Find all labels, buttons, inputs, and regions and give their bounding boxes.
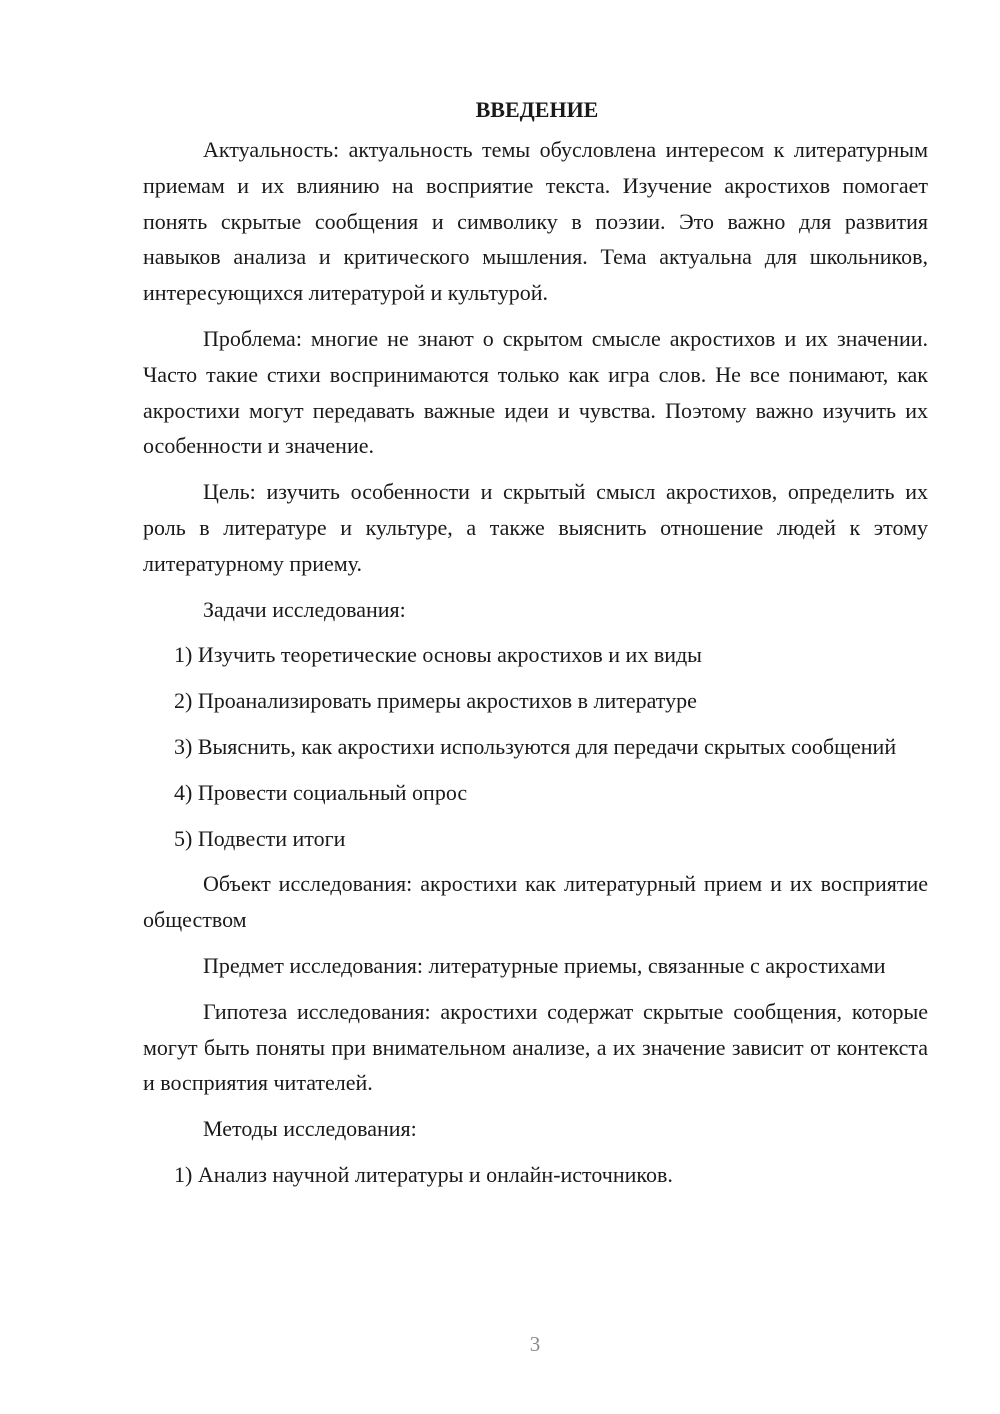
tasks-title: Задачи исследования:: [203, 596, 406, 622]
task-item-4: 4) Провести социальный опрос: [174, 779, 468, 805]
goal-paragraph: Цель: изучить особенности и скрытый смысл акростихов, определить их роль в литературе и культуре, а также выяснить отношение людей к этому литературному приему.: [143, 479, 928, 576]
page-number: 3: [529, 1332, 541, 1356]
task-item-5: 5) Подвести итоги: [174, 825, 346, 851]
method-item-1: 1) Анализ научной литературы и онлайн-источников.: [174, 1161, 673, 1187]
document-page: [143, 92, 928, 1203]
section-heading: ВВЕДЕНИЕ: [475, 97, 599, 122]
task-item-1: 1) Изучить теоретические основы акростихов и их виды: [174, 642, 702, 668]
methods-title: Методы исследования:: [203, 1116, 417, 1142]
object-paragraph: Объект исследования: акростихи как литературный прием и их восприятие обществом: [143, 871, 928, 933]
subject-paragraph: Предмет исследования: литературные приемы, связанные с акростихами: [203, 952, 886, 978]
relevance-paragraph: Актуальность: актуальность темы обусловлена интересом к литературным приемам и их влиянию на восприятие текста. Изучение акростихов помогает понять скрытые сообщения и символику в поэзии. Это важно для развития навыков анализа и критического мышления. Тема актуальна для школьников, интересующихся литературой и культурой.: [143, 137, 928, 306]
task-item-2: 2) Проанализировать примеры акростихов в литературе: [174, 688, 697, 714]
hypothesis-paragraph: Гипотеза исследования: акростихи содержат скрытые сообщения, которые могут быть поняты при внимательном анализе, а их значение зависит от контекста и восприятия читателей.: [143, 998, 928, 1096]
problem-paragraph: Проблема: многие не знают о скрытом смысле акростихов и их значении. Часто такие стихи воспринимаются только как игра слов. Не все понимают, как акростихи могут передавать важные идеи и чувства. Поэтому важно изучить их особенности и значение.: [143, 325, 928, 459]
task-item-3: 3) Выяснить, как акростихи используются для передачи скрытых сообщений: [174, 733, 897, 759]
